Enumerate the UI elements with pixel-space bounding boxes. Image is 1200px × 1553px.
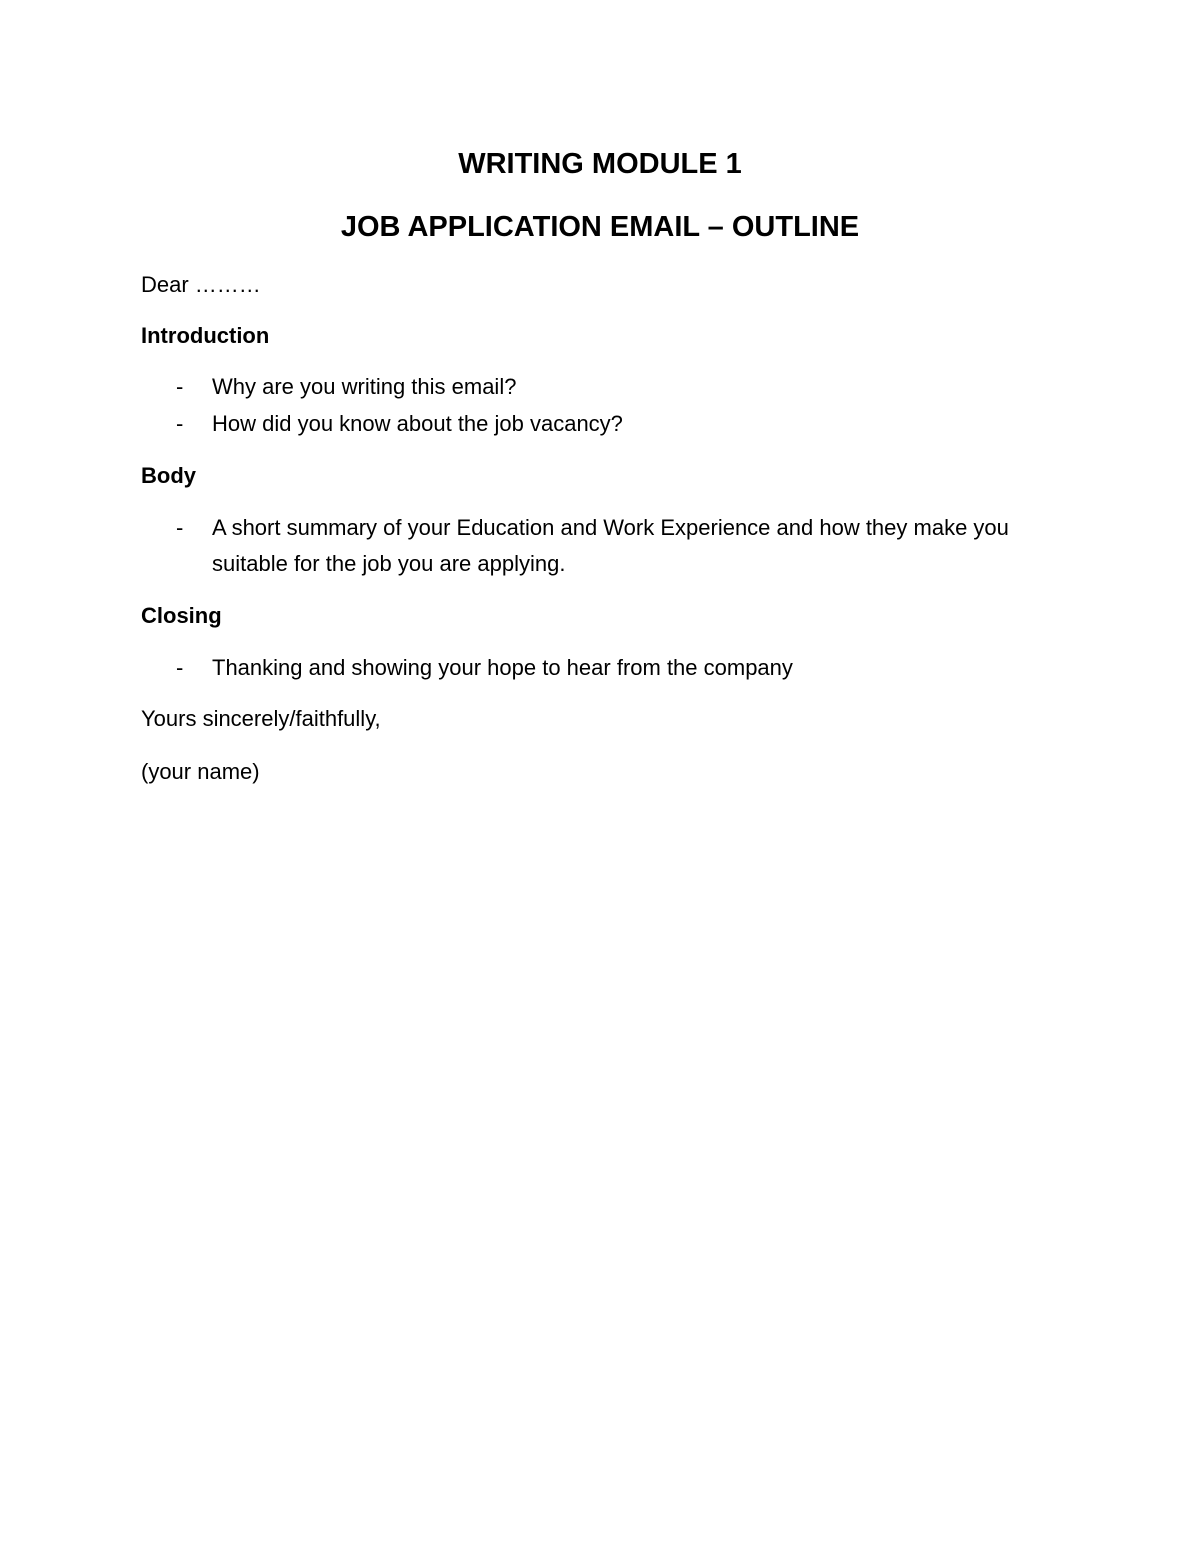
list-item (141, 369, 1021, 405)
list-item-text: Why are you writing this email? (212, 374, 517, 399)
bullet-dash: - (176, 655, 184, 680)
section-heading-body: Body (141, 463, 196, 488)
bullet-dash: - (176, 515, 184, 540)
section-heading-introduction: Introduction (141, 323, 270, 348)
sign-off: Yours sincerely/faithfully, (141, 706, 381, 731)
bullet-dash: - (176, 374, 184, 399)
list-item-text: A short summary of your Education and Work Experience and how they make you suitable for the job you are applying. (212, 515, 1009, 576)
section-heading-closing: Closing (141, 603, 222, 628)
bullet-dash: - (176, 411, 184, 436)
name-placeholder: (your name) (141, 759, 260, 784)
list-item (141, 406, 1021, 442)
list-item (141, 650, 1021, 686)
salutation: Dear ……… (141, 272, 261, 297)
list-item-text: Thanking and showing your hope to hear from the company (212, 655, 793, 680)
document-subtitle: JOB APPLICATION EMAIL – OUTLINE (340, 211, 860, 243)
list-item-text: How did you know about the job vacancy? (212, 411, 623, 436)
list-item (141, 510, 1021, 582)
document-title: WRITING MODULE 1 (458, 148, 742, 180)
